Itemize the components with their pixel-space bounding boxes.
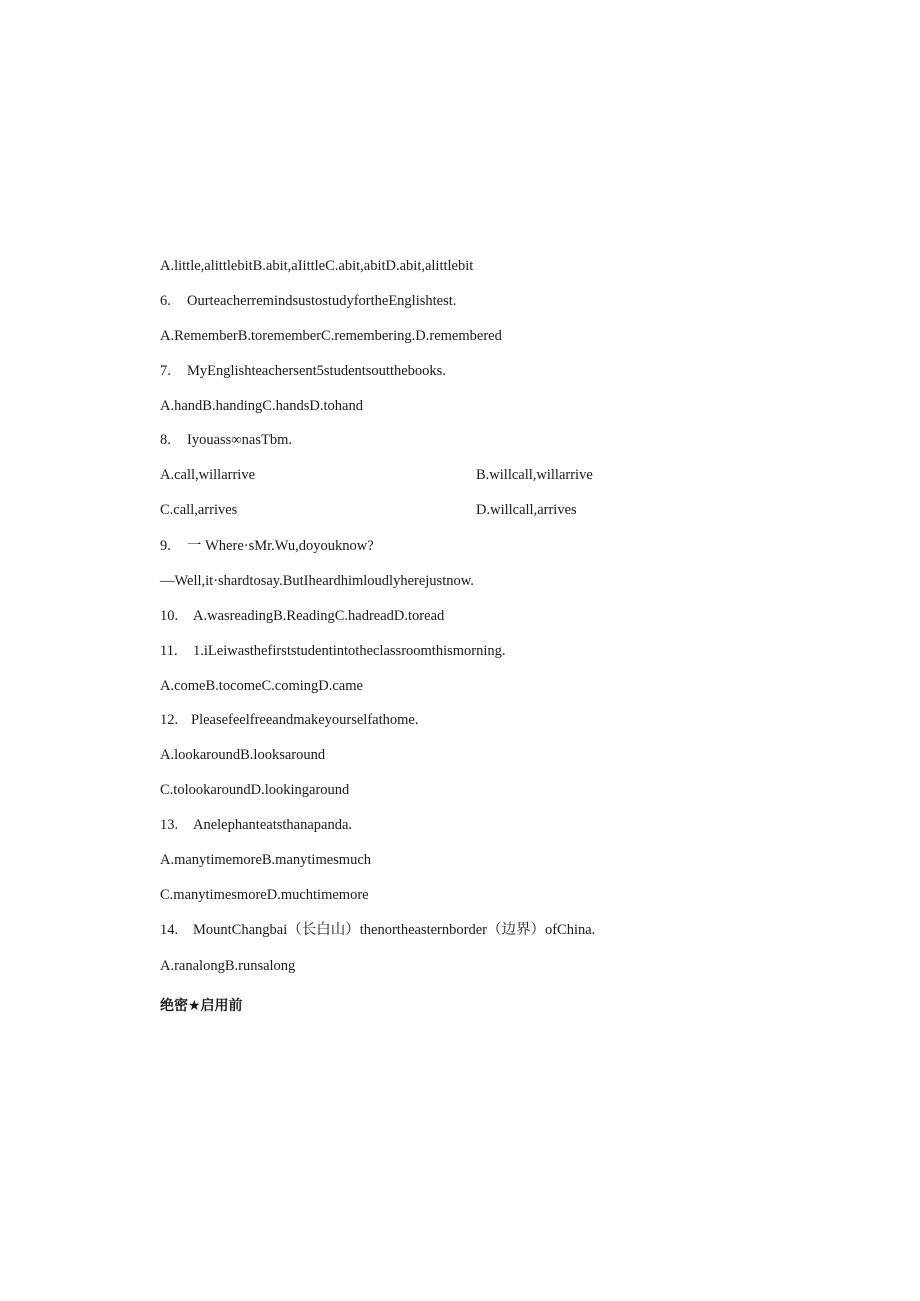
question-number: 9. bbox=[160, 538, 171, 554]
q5-options: A.little,alittlebitB.abit,aIittleC.abit,abitD.abit,alittlebit bbox=[160, 258, 474, 274]
q7-options: A.handB.handingC.handsD.tohand bbox=[160, 398, 363, 414]
question-text: 一 Where·sMr.Wu,doyouknow? bbox=[187, 538, 374, 554]
question-number: 7. bbox=[160, 363, 171, 379]
q11-question bbox=[160, 642, 506, 660]
question-number: 12. bbox=[160, 712, 179, 728]
q12-question bbox=[160, 711, 418, 729]
q14-question bbox=[160, 921, 595, 939]
question-text: Pleasefeelfreeandmakeyourselfathome. bbox=[191, 712, 419, 728]
question-text: 1.iLeiwasthefirststudentintotheclassroomthismorning. bbox=[193, 643, 506, 659]
q10-question bbox=[160, 607, 444, 625]
q13-options-row1: A.manytimemoreB.manytimesmuch bbox=[160, 852, 372, 868]
question-number: 6. bbox=[160, 293, 171, 309]
question-number: 8. bbox=[160, 432, 171, 448]
question-text: Anelephanteatsthanapanda. bbox=[193, 817, 353, 833]
question-text: Iyouass∞nasTbm. bbox=[187, 432, 292, 448]
question-number: 14. bbox=[160, 922, 179, 938]
q8-option-c: C.call,arrives bbox=[160, 502, 238, 518]
q8-option-a: A.call,willarrive bbox=[160, 467, 256, 483]
question-number: 13. bbox=[160, 817, 179, 833]
question-text: MountChangbai（长白山）thenortheasternborder（边界）ofChina. bbox=[193, 922, 596, 938]
q7-question bbox=[160, 362, 446, 380]
q12-options-row1: A.lookaroundB.looksaround bbox=[160, 747, 326, 763]
q14-options: A.ranalongB.runsalong bbox=[160, 958, 296, 974]
q13-question bbox=[160, 816, 352, 834]
question-text: OurteacherremindsustostudyfortheEnglishtest. bbox=[187, 293, 457, 309]
q13-options-row2: C.manytimesmoreD.muchtimemore bbox=[160, 887, 369, 903]
q8-option-b: B.willcall,willarrive bbox=[476, 467, 593, 483]
q11-options: A.comeB.tocomeC.comingD.came bbox=[160, 678, 363, 694]
q9-reply: —Well,it·shardtosay.ButIheardhimloudlyherejustnow. bbox=[160, 573, 474, 589]
question-number: 11. bbox=[160, 643, 178, 659]
confidential-label: 绝密★启用前 bbox=[160, 998, 243, 1014]
q8-option-d: D.willcall,arrives bbox=[476, 502, 577, 518]
question-number: 10. bbox=[160, 608, 179, 624]
q12-options-row2: C.tolookaroundD.lookingaround bbox=[160, 782, 350, 798]
question-text: MyEnglishteachersent5studentsoutthebooks. bbox=[187, 363, 446, 379]
q6-options: A.RememberB.torememberC.remembering.D.remembered bbox=[160, 328, 502, 344]
q9-question bbox=[160, 537, 374, 555]
q8-question bbox=[160, 431, 292, 449]
q6-question bbox=[160, 292, 456, 310]
question-text: A.wasreadingB.ReadingC.hadreadD.toread bbox=[193, 608, 445, 624]
